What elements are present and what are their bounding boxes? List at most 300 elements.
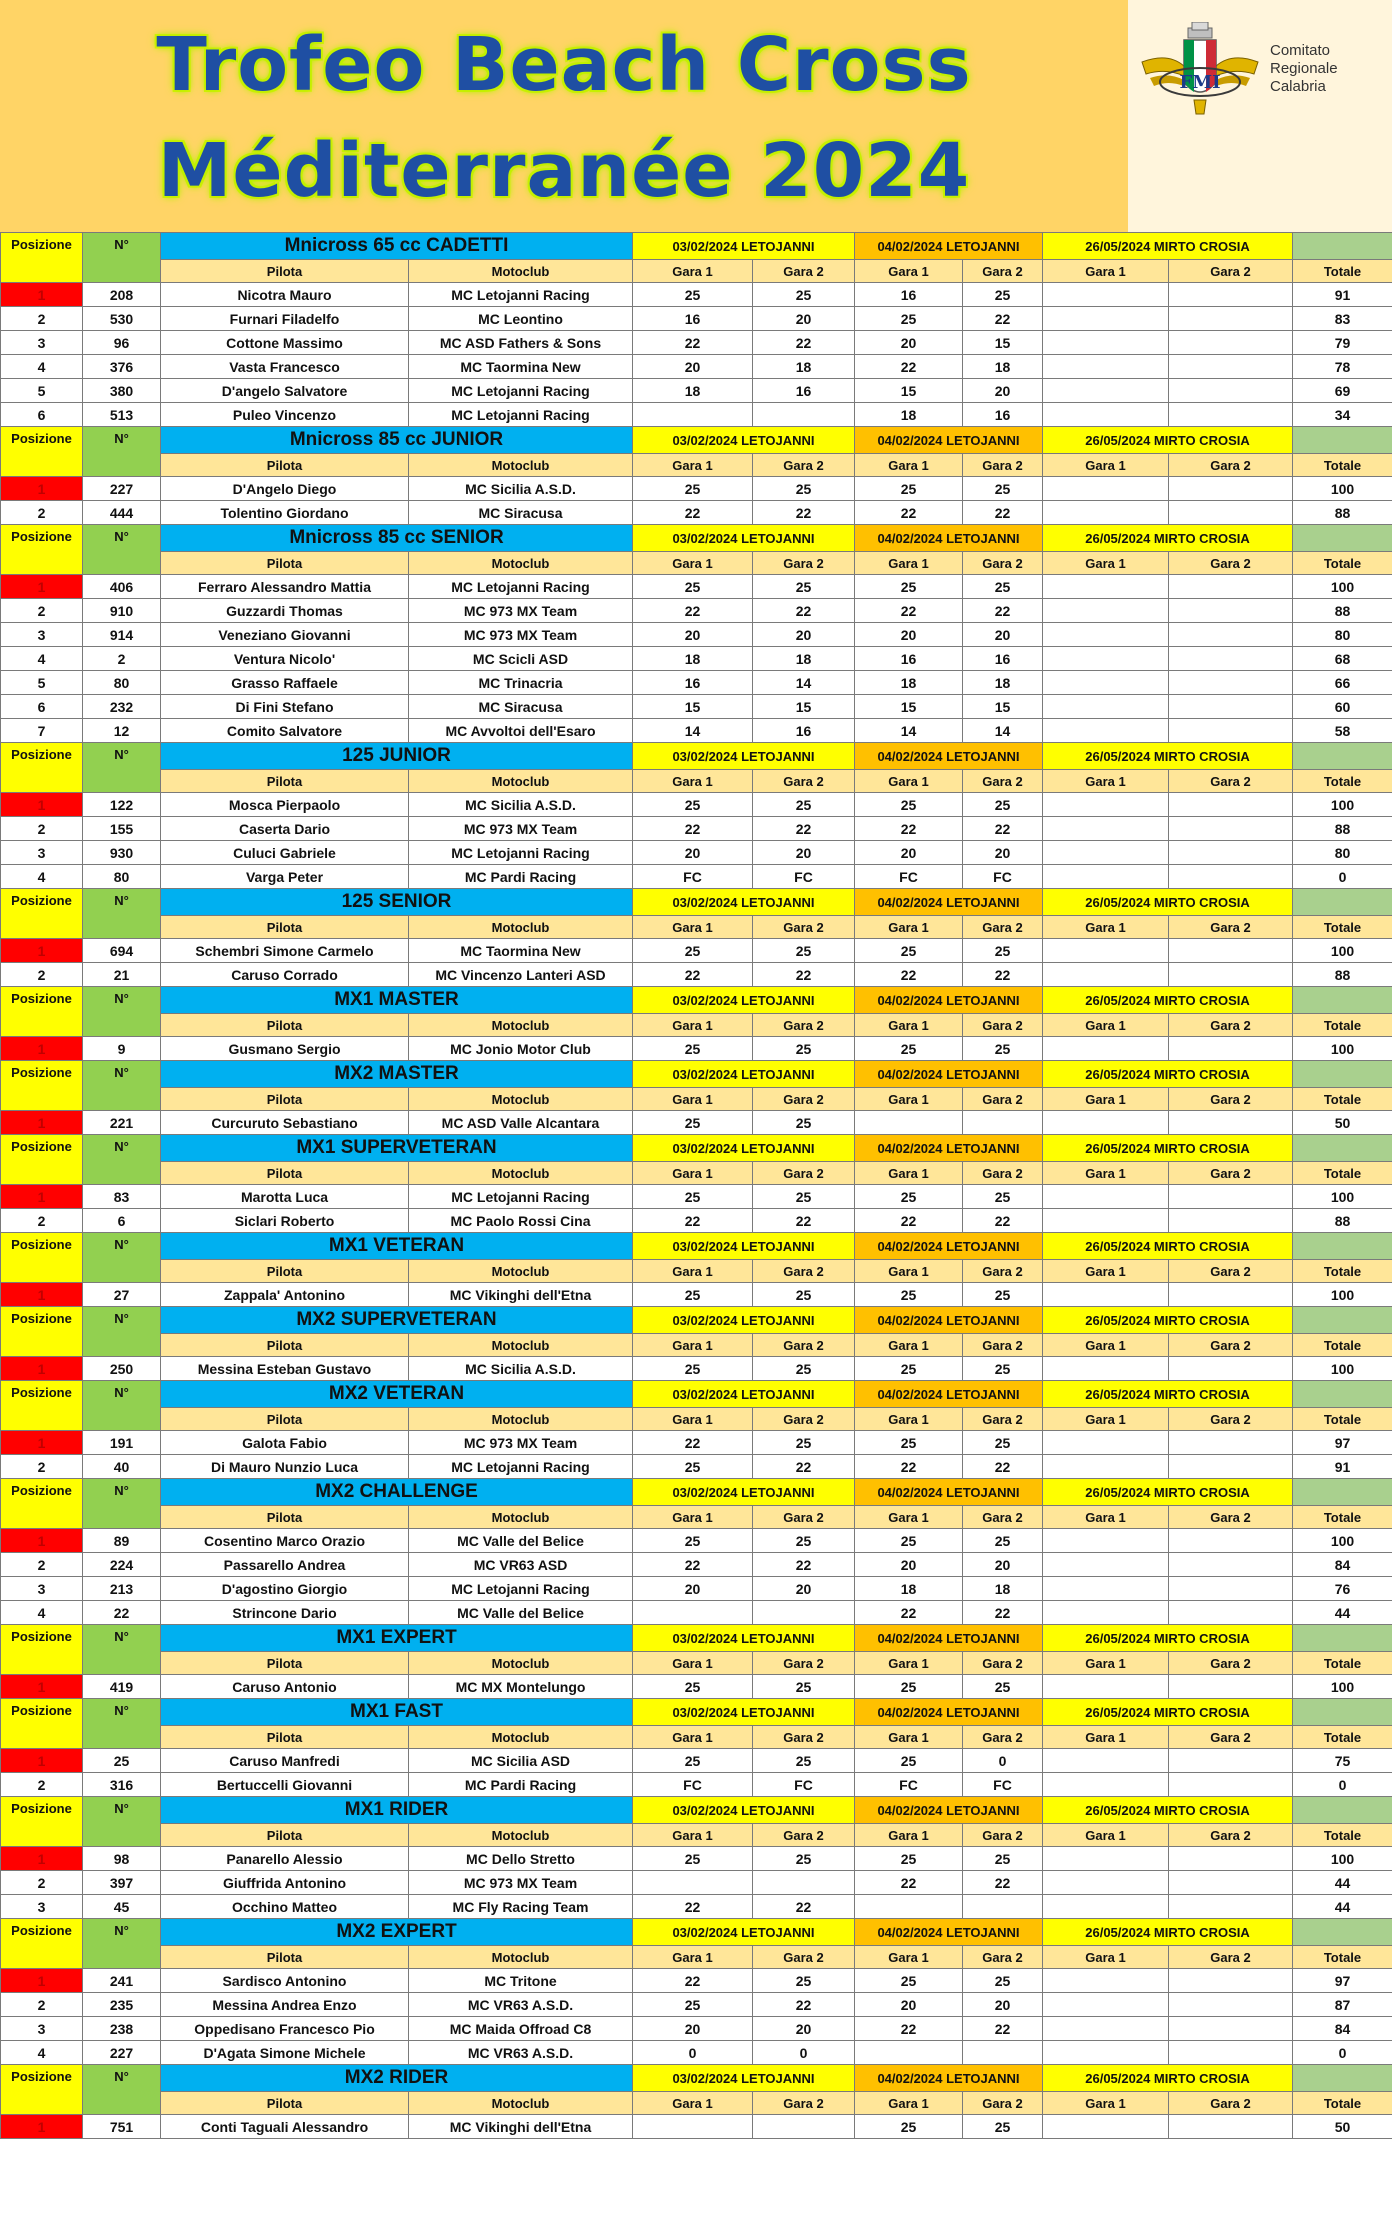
table-row — [1, 1601, 1392, 1625]
race3-gara2-cell — [1169, 283, 1293, 307]
race2-gara1-cell: 22 — [855, 501, 963, 525]
race2-gara1-cell: 22 — [855, 817, 963, 841]
table-row — [1, 1037, 1392, 1061]
totale-header: Totale — [1293, 770, 1392, 793]
rider-name-cell: Curcuruto Sebastiano — [161, 1111, 409, 1135]
category-title: MX1 EXPERT — [161, 1625, 633, 1652]
position-cell: 1 — [1, 1431, 83, 1455]
pilota-header: Pilota — [161, 916, 409, 939]
totale-header: Totale — [1293, 552, 1392, 575]
race1-gara1-cell: 25 — [633, 575, 753, 599]
table-row — [1, 1185, 1392, 1209]
gara-1-header: Gara 1 — [855, 1408, 963, 1431]
position-cell: 1 — [1, 1749, 83, 1773]
race3-gara2-cell — [1169, 379, 1293, 403]
total-points-cell: 100 — [1293, 575, 1392, 599]
race3-gara2-cell — [1169, 307, 1293, 331]
race2-gara2-cell: 18 — [963, 355, 1043, 379]
race1-gara2-cell: 22 — [753, 1209, 855, 1233]
total-points-cell: 58 — [1293, 719, 1392, 743]
gara-2-header: Gara 2 — [1169, 1088, 1293, 1111]
race3-gara2-cell — [1169, 2115, 1293, 2139]
total-points-cell: 44 — [1293, 1601, 1392, 1625]
rider-name-cell: Di Fini Stefano — [161, 695, 409, 719]
total-points-cell: 100 — [1293, 1847, 1392, 1871]
race2-gara1-cell: 22 — [855, 963, 963, 987]
race1-gara2-cell: 0 — [753, 2041, 855, 2065]
position-cell: 1 — [1, 2115, 83, 2139]
race3-gara2-cell — [1169, 1529, 1293, 1553]
motoclub-cell: MC Letojanni Racing — [409, 841, 633, 865]
race1-gara2-cell: 22 — [753, 1553, 855, 1577]
motoclub-cell: MC Siracusa — [409, 695, 633, 719]
race2-gara2-cell: 16 — [963, 403, 1043, 427]
posizione-header: Posizione — [1, 1381, 83, 1431]
gara-2-header: Gara 2 — [963, 1824, 1043, 1847]
race2-gara2-cell: 25 — [963, 2115, 1043, 2139]
race2-gara1-cell: 14 — [855, 719, 963, 743]
race2-gara1-cell: 25 — [855, 1185, 963, 1209]
race2-gara1-cell: 25 — [855, 939, 963, 963]
position-cell: 1 — [1, 477, 83, 501]
pilota-header: Pilota — [161, 260, 409, 283]
rider-name-cell: Furnari Filadelfo — [161, 307, 409, 331]
race2-gara2-cell: 22 — [963, 307, 1043, 331]
race1-gara2-cell: 25 — [753, 1111, 855, 1135]
posizione-header: Posizione — [1, 427, 83, 477]
race-date-1: 03/02/2024 LETOJANNI — [633, 427, 855, 454]
race3-gara2-cell — [1169, 719, 1293, 743]
race3-gara1-cell — [1043, 1037, 1169, 1061]
table-row — [1, 1431, 1392, 1455]
number-header: N° — [83, 233, 161, 283]
total-header-blank — [1293, 1797, 1392, 1824]
race-date-1: 03/02/2024 LETOJANNI — [633, 1233, 855, 1260]
motoclub-header: Motoclub — [409, 1408, 633, 1431]
motoclub-cell: MC VR63 A.S.D. — [409, 2041, 633, 2065]
position-cell: 3 — [1, 841, 83, 865]
gara-2-header: Gara 2 — [753, 1824, 855, 1847]
race1-gara2-cell: 20 — [753, 307, 855, 331]
rider-name-cell: Culuci Gabriele — [161, 841, 409, 865]
race3-gara2-cell — [1169, 403, 1293, 427]
race-date-3: 26/05/2024 MIRTO CROSIA — [1043, 1307, 1293, 1334]
race1-gara2-cell: 25 — [753, 1431, 855, 1455]
race-date-2: 04/02/2024 LETOJANNI — [855, 2065, 1043, 2092]
gara-2-header: Gara 2 — [753, 1088, 855, 1111]
bike-number-cell: 235 — [83, 1993, 161, 2017]
bike-number-cell: 80 — [83, 865, 161, 889]
table-row — [1, 2115, 1392, 2139]
race1-gara1-cell — [633, 1871, 753, 1895]
category-title: MX1 FAST — [161, 1699, 633, 1726]
total-points-cell: 79 — [1293, 331, 1392, 355]
bike-number-cell: 227 — [83, 477, 161, 501]
motoclub-cell: MC MX Montelungo — [409, 1675, 633, 1699]
motoclub-cell: MC Letojanni Racing — [409, 1577, 633, 1601]
race1-gara2-cell: 16 — [753, 379, 855, 403]
rider-name-cell: Giuffrida Antonino — [161, 1871, 409, 1895]
posizione-header: Posizione — [1, 1061, 83, 1111]
motoclub-cell: MC Sicilia A.S.D. — [409, 793, 633, 817]
gara-1-header: Gara 1 — [1043, 916, 1169, 939]
posizione-header: Posizione — [1, 1307, 83, 1357]
rider-name-cell: Conti Taguali Alessandro — [161, 2115, 409, 2139]
gara-2-header: Gara 2 — [1169, 1260, 1293, 1283]
position-cell: 1 — [1, 1111, 83, 1135]
table-row — [1, 1111, 1392, 1135]
race3-gara1-cell — [1043, 1111, 1169, 1135]
gara-2-header: Gara 2 — [753, 260, 855, 283]
race3-gara1-cell — [1043, 1749, 1169, 1773]
race1-gara1-cell: 25 — [633, 1357, 753, 1381]
race3-gara2-cell — [1169, 1283, 1293, 1307]
race3-gara2-cell — [1169, 1895, 1293, 1919]
position-cell: 5 — [1, 379, 83, 403]
motoclub-cell: MC Taormina New — [409, 939, 633, 963]
gara-1-header: Gara 1 — [633, 1260, 753, 1283]
race2-gara2-cell: 25 — [963, 1037, 1043, 1061]
rider-name-cell: D'Angelo Diego — [161, 477, 409, 501]
gara-2-header: Gara 2 — [753, 916, 855, 939]
totale-header: Totale — [1293, 1824, 1392, 1847]
motoclub-cell: MC ASD Fathers & Sons — [409, 331, 633, 355]
number-header: N° — [83, 525, 161, 575]
position-cell: 4 — [1, 1601, 83, 1625]
race1-gara1-cell: 20 — [633, 623, 753, 647]
race1-gara1-cell: 18 — [633, 647, 753, 671]
column-header-row — [1, 1162, 1392, 1185]
motoclub-cell: MC VR63 A.S.D. — [409, 1993, 633, 2017]
posizione-header: Posizione — [1, 1625, 83, 1675]
race2-gara2-cell: 14 — [963, 719, 1043, 743]
race1-gara1-cell: 22 — [633, 1431, 753, 1455]
race-date-2: 04/02/2024 LETOJANNI — [855, 889, 1043, 916]
race1-gara1-cell: 22 — [633, 1895, 753, 1919]
table-row — [1, 695, 1392, 719]
table-row — [1, 793, 1392, 817]
rider-name-cell: Varga Peter — [161, 865, 409, 889]
race1-gara2-cell: FC — [753, 1773, 855, 1797]
rider-name-cell: Oppedisano Francesco Pio — [161, 2017, 409, 2041]
gara-2-header: Gara 2 — [963, 1652, 1043, 1675]
race2-gara1-cell: 20 — [855, 623, 963, 647]
bike-number-cell: 191 — [83, 1431, 161, 1455]
total-points-cell: 83 — [1293, 307, 1392, 331]
race2-gara1-cell: 20 — [855, 841, 963, 865]
rider-name-cell: D'agostino Giorgio — [161, 1577, 409, 1601]
table-row — [1, 403, 1392, 427]
race2-gara2-cell: 22 — [963, 501, 1043, 525]
standings-table — [0, 232, 1392, 2139]
position-cell: 1 — [1, 1185, 83, 1209]
number-header: N° — [83, 1061, 161, 1111]
total-header-blank — [1293, 427, 1392, 454]
gara-1-header: Gara 1 — [633, 1162, 753, 1185]
motoclub-cell: MC Sicilia ASD — [409, 1749, 633, 1773]
position-cell: 2 — [1, 1455, 83, 1479]
race3-gara1-cell — [1043, 307, 1169, 331]
race1-gara1-cell: 15 — [633, 695, 753, 719]
gara-2-header: Gara 2 — [1169, 552, 1293, 575]
rider-name-cell: Puleo Vincenzo — [161, 403, 409, 427]
total-points-cell: 44 — [1293, 1871, 1392, 1895]
race3-gara1-cell — [1043, 1455, 1169, 1479]
motoclub-cell: MC Vincenzo Lanteri ASD — [409, 963, 633, 987]
totale-header: Totale — [1293, 916, 1392, 939]
gara-2-header: Gara 2 — [753, 1408, 855, 1431]
rider-name-cell: Galota Fabio — [161, 1431, 409, 1455]
gara-1-header: Gara 1 — [633, 1824, 753, 1847]
race2-gara1-cell: 25 — [855, 1749, 963, 1773]
total-points-cell: 76 — [1293, 1577, 1392, 1601]
race3-gara2-cell — [1169, 1749, 1293, 1773]
position-cell: 1 — [1, 575, 83, 599]
race2-gara2-cell — [963, 1111, 1043, 1135]
race1-gara2-cell: 15 — [753, 695, 855, 719]
table-row — [1, 647, 1392, 671]
category-title: MX2 EXPERT — [161, 1919, 633, 1946]
race2-gara2-cell: 18 — [963, 1577, 1043, 1601]
total-points-cell: 44 — [1293, 1895, 1392, 1919]
pilota-header: Pilota — [161, 770, 409, 793]
race2-gara1-cell: 25 — [855, 793, 963, 817]
bike-number-cell: 694 — [83, 939, 161, 963]
posizione-header: Posizione — [1, 987, 83, 1037]
motoclub-cell: MC Siracusa — [409, 501, 633, 525]
pilota-header: Pilota — [161, 1726, 409, 1749]
race2-gara1-cell: 22 — [855, 1455, 963, 1479]
motoclub-header: Motoclub — [409, 1652, 633, 1675]
race1-gara1-cell: 25 — [633, 1111, 753, 1135]
race-date-1: 03/02/2024 LETOJANNI — [633, 987, 855, 1014]
pilota-header: Pilota — [161, 1014, 409, 1037]
category-title: MX2 MASTER — [161, 1061, 633, 1088]
race2-gara2-cell: 22 — [963, 1209, 1043, 1233]
rider-name-cell: Messina Andrea Enzo — [161, 1993, 409, 2017]
race3-gara1-cell — [1043, 963, 1169, 987]
motoclub-header: Motoclub — [409, 916, 633, 939]
rider-name-cell: Mosca Pierpaolo — [161, 793, 409, 817]
race1-gara2-cell: 25 — [753, 1357, 855, 1381]
total-points-cell: 80 — [1293, 841, 1392, 865]
race2-gara2-cell: 25 — [963, 283, 1043, 307]
race1-gara2-cell: 25 — [753, 939, 855, 963]
position-cell: 3 — [1, 1895, 83, 1919]
position-cell: 4 — [1, 865, 83, 889]
race-date-2: 04/02/2024 LETOJANNI — [855, 1479, 1043, 1506]
race1-gara2-cell: 14 — [753, 671, 855, 695]
gara-1-header: Gara 1 — [1043, 1408, 1169, 1431]
race3-gara2-cell — [1169, 1675, 1293, 1699]
motoclub-cell: MC Vikinghi dell'Etna — [409, 2115, 633, 2139]
race1-gara1-cell: 22 — [633, 1553, 753, 1577]
race1-gara1-cell: 22 — [633, 963, 753, 987]
gara-2-header: Gara 2 — [753, 1260, 855, 1283]
category-header-row — [1, 525, 1392, 552]
gara-2-header: Gara 2 — [1169, 1824, 1293, 1847]
race-date-2: 04/02/2024 LETOJANNI — [855, 427, 1043, 454]
race-date-2: 04/02/2024 LETOJANNI — [855, 987, 1043, 1014]
race2-gara2-cell: 25 — [963, 1847, 1043, 1871]
gara-1-header: Gara 1 — [855, 1260, 963, 1283]
total-points-cell: 60 — [1293, 695, 1392, 719]
race-date-3: 26/05/2024 MIRTO CROSIA — [1043, 1233, 1293, 1260]
gara-1-header: Gara 1 — [633, 1334, 753, 1357]
race-date-2: 04/02/2024 LETOJANNI — [855, 525, 1043, 552]
bike-number-cell: 9 — [83, 1037, 161, 1061]
gara-1-header: Gara 1 — [855, 454, 963, 477]
race3-gara2-cell — [1169, 841, 1293, 865]
category-title: MX1 VETERAN — [161, 1233, 633, 1260]
totale-header: Totale — [1293, 260, 1392, 283]
race2-gara1-cell: 22 — [855, 2017, 963, 2041]
race1-gara1-cell: 20 — [633, 841, 753, 865]
motoclub-header: Motoclub — [409, 1726, 633, 1749]
race1-gara1-cell: 22 — [633, 1969, 753, 1993]
totale-header: Totale — [1293, 2092, 1392, 2115]
total-header-blank — [1293, 743, 1392, 770]
total-points-cell: 80 — [1293, 623, 1392, 647]
posizione-header: Posizione — [1, 1233, 83, 1283]
race2-gara2-cell: 25 — [963, 477, 1043, 501]
total-points-cell: 100 — [1293, 1283, 1392, 1307]
rider-name-cell: Marotta Luca — [161, 1185, 409, 1209]
race3-gara2-cell — [1169, 1455, 1293, 1479]
position-cell: 2 — [1, 501, 83, 525]
race3-gara1-cell — [1043, 355, 1169, 379]
race2-gara2-cell: FC — [963, 1773, 1043, 1797]
race2-gara2-cell: 25 — [963, 1675, 1043, 1699]
posizione-header: Posizione — [1, 889, 83, 939]
race1-gara2-cell: 25 — [753, 1185, 855, 1209]
gara-1-header: Gara 1 — [1043, 1506, 1169, 1529]
position-cell: 4 — [1, 355, 83, 379]
gara-1-header: Gara 1 — [633, 1014, 753, 1037]
category-title: MX1 MASTER — [161, 987, 633, 1014]
gara-1-header: Gara 1 — [633, 2092, 753, 2115]
page-header — [0, 0, 1392, 232]
motoclub-cell: MC Fly Racing Team — [409, 1895, 633, 1919]
totale-header: Totale — [1293, 1088, 1392, 1111]
gara-1-header: Gara 1 — [633, 1408, 753, 1431]
rider-name-cell: Tolentino Giordano — [161, 501, 409, 525]
race1-gara2-cell: 18 — [753, 355, 855, 379]
gara-2-header: Gara 2 — [753, 1334, 855, 1357]
rider-name-cell: Cottone Massimo — [161, 331, 409, 355]
table-row — [1, 1675, 1392, 1699]
gara-2-header: Gara 2 — [753, 454, 855, 477]
gara-1-header: Gara 1 — [855, 1162, 963, 1185]
gara-2-header: Gara 2 — [963, 1162, 1043, 1185]
race3-gara2-cell — [1169, 599, 1293, 623]
table-row — [1, 2017, 1392, 2041]
total-points-cell: 0 — [1293, 1773, 1392, 1797]
category-header-row — [1, 1381, 1392, 1408]
position-cell: 2 — [1, 599, 83, 623]
gara-1-header: Gara 1 — [1043, 454, 1169, 477]
race1-gara2-cell: FC — [753, 865, 855, 889]
race3-gara1-cell — [1043, 1601, 1169, 1625]
race2-gara2-cell: 22 — [963, 1455, 1043, 1479]
category-header-row — [1, 1699, 1392, 1726]
position-cell: 1 — [1, 1357, 83, 1381]
position-cell: 3 — [1, 623, 83, 647]
race2-gara1-cell — [855, 1895, 963, 1919]
race2-gara2-cell: 20 — [963, 1553, 1043, 1577]
table-row — [1, 817, 1392, 841]
number-header: N° — [83, 743, 161, 793]
position-cell: 1 — [1, 1529, 83, 1553]
motoclub-cell: MC Letojanni Racing — [409, 403, 633, 427]
race2-gara1-cell: 22 — [855, 599, 963, 623]
total-points-cell: 0 — [1293, 865, 1392, 889]
gara-2-header: Gara 2 — [753, 1946, 855, 1969]
number-header: N° — [83, 1919, 161, 1969]
race1-gara1-cell: 20 — [633, 1577, 753, 1601]
total-points-cell: 100 — [1293, 1185, 1392, 1209]
race2-gara2-cell: 25 — [963, 1431, 1043, 1455]
position-cell: 3 — [1, 2017, 83, 2041]
position-cell: 2 — [1, 1993, 83, 2017]
column-header-row — [1, 1946, 1392, 1969]
gara-1-header: Gara 1 — [855, 1824, 963, 1847]
race3-gara1-cell — [1043, 1773, 1169, 1797]
race2-gara2-cell: 22 — [963, 2017, 1043, 2041]
motoclub-cell: MC 973 MX Team — [409, 1431, 633, 1455]
position-cell: 2 — [1, 1553, 83, 1577]
position-cell: 2 — [1, 1773, 83, 1797]
gara-1-header: Gara 1 — [633, 1652, 753, 1675]
motoclub-cell: MC ASD Valle Alcantara — [409, 1111, 633, 1135]
race2-gara2-cell: 25 — [963, 793, 1043, 817]
motoclub-cell: MC 973 MX Team — [409, 599, 633, 623]
bike-number-cell: 89 — [83, 1529, 161, 1553]
motoclub-header: Motoclub — [409, 1260, 633, 1283]
total-points-cell: 88 — [1293, 501, 1392, 525]
gara-2-header: Gara 2 — [1169, 1408, 1293, 1431]
race-date-1: 03/02/2024 LETOJANNI — [633, 525, 855, 552]
category-header-row — [1, 1919, 1392, 1946]
race2-gara2-cell: 25 — [963, 1357, 1043, 1381]
bike-number-cell: 316 — [83, 1773, 161, 1797]
race1-gara1-cell: 25 — [633, 477, 753, 501]
race3-gara2-cell — [1169, 331, 1293, 355]
race1-gara2-cell: 20 — [753, 841, 855, 865]
race-date-1: 03/02/2024 LETOJANNI — [633, 1135, 855, 1162]
bike-number-cell: 530 — [83, 307, 161, 331]
race-date-3: 26/05/2024 MIRTO CROSIA — [1043, 427, 1293, 454]
race1-gara1-cell: 25 — [633, 1529, 753, 1553]
rider-name-cell: Panarello Alessio — [161, 1847, 409, 1871]
total-header-blank — [1293, 1061, 1392, 1088]
race3-gara1-cell — [1043, 841, 1169, 865]
motoclub-cell: MC Taormina New — [409, 355, 633, 379]
race3-gara2-cell — [1169, 865, 1293, 889]
total-header-blank — [1293, 1233, 1392, 1260]
rider-name-cell: Grasso Raffaele — [161, 671, 409, 695]
number-header: N° — [83, 1381, 161, 1431]
race2-gara1-cell: 18 — [855, 1577, 963, 1601]
bike-number-cell: 80 — [83, 671, 161, 695]
gara-1-header: Gara 1 — [1043, 1088, 1169, 1111]
motoclub-cell: MC Letojanni Racing — [409, 1455, 633, 1479]
total-header-blank — [1293, 1381, 1392, 1408]
race2-gara1-cell: 25 — [855, 1037, 963, 1061]
total-points-cell: 88 — [1293, 817, 1392, 841]
race2-gara2-cell — [963, 2041, 1043, 2065]
gara-2-header: Gara 2 — [753, 1162, 855, 1185]
